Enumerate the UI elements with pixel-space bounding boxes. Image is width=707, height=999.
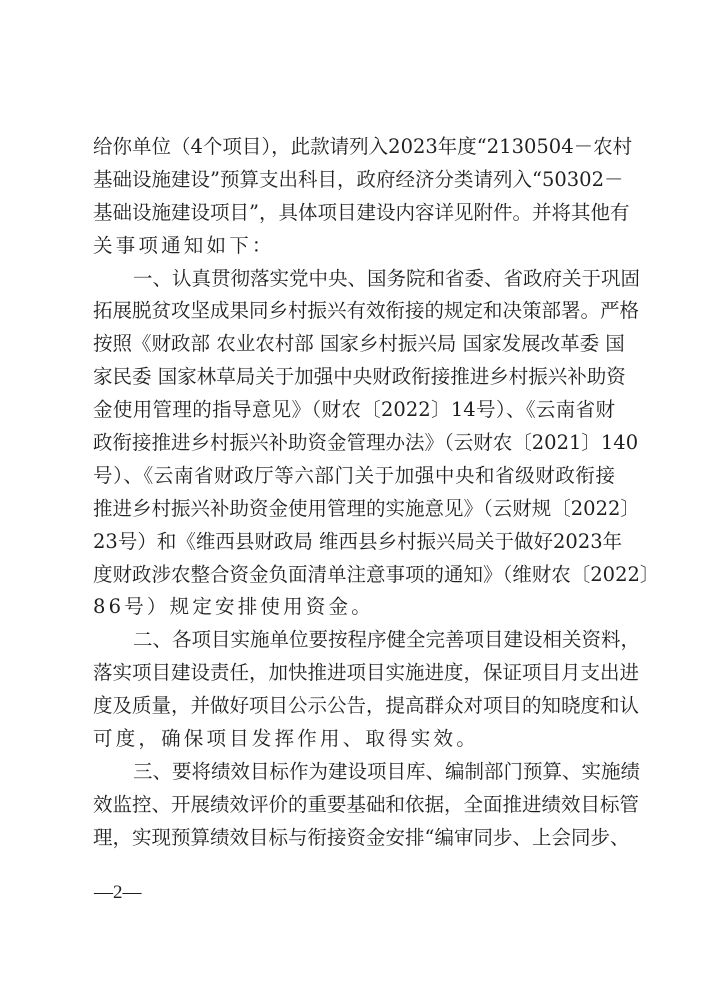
text-line: 可度，确保项目发挥作用、取得实效。 — [93, 727, 479, 751]
text-line: 号）、《云南省财政厅等六部门关于加强中央和省级财政衔接 — [93, 463, 615, 487]
page-number: —2— — [94, 882, 142, 903]
text-line: 落实项目建设责任，加快推进项目实施进度，保证项目月支出进 — [93, 661, 640, 685]
text-line: 基础设施建设”预算支出科目，政府经济分类请列入“50302－ — [93, 167, 624, 191]
text-line: 金使用管理的指导意见》（财农〔2022〕14号）、《云南省财 — [93, 398, 615, 422]
text-line: 理，实现预算绩效目标与衔接资金安排“编审同步、上会同步、 — [93, 825, 630, 849]
text-line: 二、各项目实施单位要按程序健全完善项目建设相关资料， — [133, 628, 641, 652]
text-line: 度财政涉农整合资金负面清单注意事项的通知》（维财农〔2022〕 — [93, 562, 660, 586]
text-line: 23号）和《维西县财政局 维西县乡村振兴局关于做好2023年 — [93, 529, 623, 553]
text-line: 86号）规定安排使用资金。 — [93, 595, 374, 619]
text-line: 推进乡村振兴补助资金使用管理的实施意见》（云财规〔2022〕 — [93, 496, 640, 520]
text-line: 按照《财政部 农业农村部 国家乡村振兴局 国家发展改革委 国 — [93, 332, 625, 356]
text-line: 度及质量，并做好项目公示公告，提高群众对项目的知晓度和认 — [93, 694, 640, 718]
paragraph-item-3 — [93, 756, 641, 855]
text-line: 家民委 国家林草局关于加强中央财政衔接推进乡村振兴补助资 — [93, 365, 626, 389]
text-line: 关事项通知如下： — [93, 233, 275, 257]
document-body — [93, 131, 660, 855]
text-line: 拓展脱贫攻坚成果同乡村振兴有效衔接的规定和决策部署。严格 — [93, 299, 640, 323]
paragraph-item-2 — [93, 624, 641, 756]
text-line: 给你单位（4个项目），此款请列入2023年度“2130504－农村 — [93, 135, 633, 158]
paragraph-item-1 — [93, 263, 660, 625]
text-line: 基础设施建设项目”，具体项目建设内容详见附件。并将其他有 — [93, 200, 630, 224]
text-line: 政衔接推进乡村振兴补助资金管理办法》（云财农〔2021〕140 — [93, 431, 639, 455]
paragraph-intro — [93, 131, 633, 263]
text-line: 一、认真贯彻落实党中央、国务院和省委、省政府关于巩固 — [133, 266, 641, 290]
text-line: 效监控、开展绩效评价的重要基础和依据，全面推进绩效目标管 — [93, 792, 640, 816]
text-line: 三、要将绩效目标作为建设项目库、编制部门预算、实施绩 — [133, 759, 641, 783]
